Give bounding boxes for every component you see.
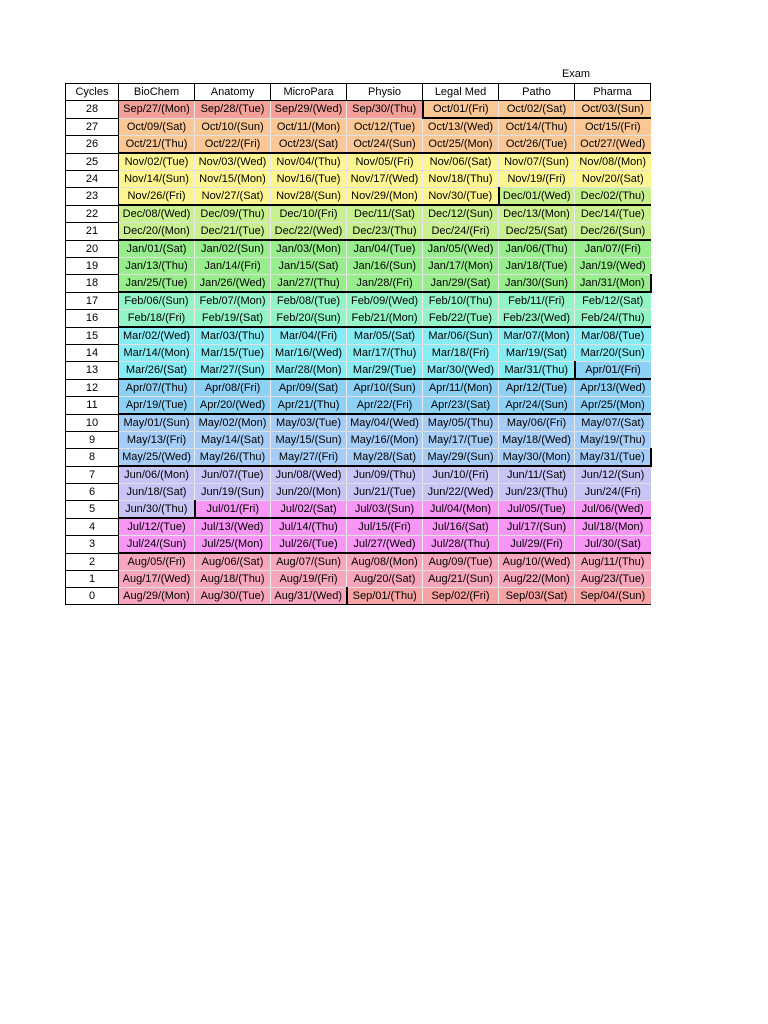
cycle-cell: 6: [66, 484, 119, 501]
date-cell: Nov/27/(Sat): [195, 188, 271, 206]
date-cell: Nov/28/(Sun): [271, 188, 347, 206]
date-cell: Mar/31/(Thu): [499, 362, 575, 380]
date-cell: May/14/(Sat): [195, 432, 271, 449]
date-cell: Nov/16/(Tue): [271, 171, 347, 188]
date-cell: Jun/07/(Tue): [195, 466, 271, 484]
cycle-cell: 13: [66, 362, 119, 380]
date-cell: Nov/03/(Wed): [195, 153, 271, 171]
date-cell: May/16/(Mon): [347, 432, 423, 449]
date-cell: Sep/03/(Sat): [499, 588, 575, 605]
date-cell: Feb/20/(Sun): [271, 310, 347, 328]
date-cell: Jul/12/(Tue): [119, 518, 195, 536]
date-cell: Apr/13/(Wed): [575, 379, 651, 397]
date-cell: Aug/06/(Sat): [195, 553, 271, 571]
date-cell: May/18/(Wed): [499, 432, 575, 449]
date-cell: Dec/21/(Tue): [195, 223, 271, 241]
date-cell: Apr/10/(Sun): [347, 379, 423, 397]
table-row: [66, 153, 651, 171]
date-cell: Apr/19/(Tue): [119, 397, 195, 415]
table-row: [66, 205, 651, 223]
header-physio: Physio: [347, 84, 423, 101]
date-cell: May/02/(Mon): [195, 414, 271, 432]
date-cell: Jun/12/(Sun): [575, 466, 651, 484]
cycle-cell: 0: [66, 588, 119, 605]
date-cell: Dec/01/(Wed): [499, 188, 575, 206]
date-cell: Feb/11/(Fri): [499, 292, 575, 310]
date-cell: Mar/20/(Sun): [575, 345, 651, 362]
date-cell: Feb/10/(Thu): [423, 292, 499, 310]
date-cell: Feb/18/(Fri): [119, 310, 195, 328]
header-pharma: Pharma: [575, 84, 651, 101]
date-cell: Sep/28/(Tue): [195, 101, 271, 119]
date-cell: May/17/(Tue): [423, 432, 499, 449]
date-cell: Aug/05/(Fri): [119, 553, 195, 571]
table-row: [66, 379, 651, 397]
date-cell: Oct/01/(Fri): [423, 101, 499, 119]
date-cell: Oct/10/(Sun): [195, 118, 271, 136]
date-cell: Oct/27/(Wed): [575, 136, 651, 154]
date-cell: May/29/(Sun): [423, 449, 499, 467]
date-cell: Mar/18/(Fri): [423, 345, 499, 362]
date-cell: May/27/(Fri): [271, 449, 347, 467]
date-cell: Oct/25/(Mon): [423, 136, 499, 154]
cycle-cell: 25: [66, 153, 119, 171]
date-cell: Apr/20/(Wed): [195, 397, 271, 415]
date-cell: Mar/06/(Sun): [423, 327, 499, 345]
date-cell: Dec/24/(Fri): [423, 223, 499, 241]
date-cell: Mar/16/(Wed): [271, 345, 347, 362]
date-cell: Aug/22/(Mon): [499, 571, 575, 588]
header-biochem: BioChem: [119, 84, 195, 101]
cycle-cell: 21: [66, 223, 119, 241]
date-cell: Jan/03/(Mon): [271, 240, 347, 258]
date-cell: Feb/09/(Wed): [347, 292, 423, 310]
date-cell: May/15/(Sun): [271, 432, 347, 449]
date-cell: Mar/28/(Mon): [271, 362, 347, 380]
date-cell: Feb/08/(Tue): [271, 292, 347, 310]
date-cell: Dec/08/(Wed): [119, 205, 195, 223]
date-cell: Dec/10/(Fri): [271, 205, 347, 223]
date-cell: Jan/29/(Sat): [423, 275, 499, 293]
header-micropara: MicroPara: [271, 84, 347, 101]
date-cell: Mar/02/(Wed): [119, 327, 195, 345]
header-anatomy: Anatomy: [195, 84, 271, 101]
date-cell: Feb/07/(Mon): [195, 292, 271, 310]
date-cell: Jan/13/(Thu): [119, 258, 195, 275]
date-cell: Aug/20/(Sat): [347, 571, 423, 588]
table-row: [66, 118, 651, 136]
cycle-cell: 16: [66, 310, 119, 328]
date-cell: Jan/02/(Sun): [195, 240, 271, 258]
date-cell: Aug/30/(Tue): [195, 588, 271, 605]
date-cell: Feb/21/(Mon): [347, 310, 423, 328]
date-cell: Jun/18/(Sat): [119, 484, 195, 501]
cycle-cell: 15: [66, 327, 119, 345]
date-cell: Jul/05/(Tue): [499, 501, 575, 519]
date-cell: Jan/26/(Wed): [195, 275, 271, 293]
table-row: [66, 136, 651, 154]
date-cell: Sep/02/(Fri): [423, 588, 499, 605]
date-cell: Mar/29/(Tue): [347, 362, 423, 380]
table-row: [66, 414, 651, 432]
date-cell: Dec/23/(Thu): [347, 223, 423, 241]
date-cell: Dec/22/(Wed): [271, 223, 347, 241]
date-cell: Nov/14/(Sun): [119, 171, 195, 188]
date-cell: Apr/22/(Fri): [347, 397, 423, 415]
table-row: [66, 466, 651, 484]
date-cell: Apr/08/(Fri): [195, 379, 271, 397]
date-cell: Aug/07/(Sun): [271, 553, 347, 571]
cycle-cell: 10: [66, 414, 119, 432]
date-cell: Jun/22/(Wed): [423, 484, 499, 501]
date-cell: Jan/25/(Tue): [119, 275, 195, 293]
schedule-body: [66, 101, 651, 605]
cycle-cell: 18: [66, 275, 119, 293]
date-cell: Oct/24/(Sun): [347, 136, 423, 154]
date-cell: Oct/14/(Thu): [499, 118, 575, 136]
date-cell: Jul/26/(Tue): [271, 536, 347, 554]
table-row: [66, 501, 651, 519]
date-cell: Jan/18/(Tue): [499, 258, 575, 275]
cycle-cell: 23: [66, 188, 119, 206]
date-cell: Oct/02/(Sat): [499, 101, 575, 119]
date-cell: Jul/15/(Fri): [347, 518, 423, 536]
cycle-cell: 14: [66, 345, 119, 362]
date-cell: Jun/11/(Sat): [499, 466, 575, 484]
cycle-cell: 4: [66, 518, 119, 536]
date-cell: Feb/22/(Tue): [423, 310, 499, 328]
date-cell: Apr/09/(Sat): [271, 379, 347, 397]
cycle-cell: 5: [66, 501, 119, 519]
table-row: [66, 327, 651, 345]
date-cell: Oct/09/(Sat): [119, 118, 195, 136]
date-cell: Aug/11/(Thu): [575, 553, 651, 571]
date-cell: Mar/17/(Thu): [347, 345, 423, 362]
date-cell: Jun/08/(Wed): [271, 466, 347, 484]
date-cell: Jul/16/(Sat): [423, 518, 499, 536]
date-cell: May/06/(Fri): [499, 414, 575, 432]
date-cell: Aug/10/(Wed): [499, 553, 575, 571]
date-cell: May/26/(Thu): [195, 449, 271, 467]
date-cell: Mar/04/(Fri): [271, 327, 347, 345]
date-cell: Jun/19/(Sun): [195, 484, 271, 501]
date-cell: Jun/06/(Mon): [119, 466, 195, 484]
table-row: [66, 275, 651, 293]
date-cell: Mar/14/(Mon): [119, 345, 195, 362]
date-cell: Jun/10/(Fri): [423, 466, 499, 484]
date-cell: Feb/19/(Sat): [195, 310, 271, 328]
date-cell: Jan/30/(Sun): [499, 275, 575, 293]
cycle-cell: 9: [66, 432, 119, 449]
date-cell: Oct/11/(Mon): [271, 118, 347, 136]
date-cell: Mar/07/(Mon): [499, 327, 575, 345]
date-cell: Dec/26/(Sun): [575, 223, 651, 241]
cycle-cell: 24: [66, 171, 119, 188]
table-row: [66, 536, 651, 554]
date-cell: Oct/15/(Fri): [575, 118, 651, 136]
date-cell: Nov/04/(Thu): [271, 153, 347, 171]
date-cell: Jun/20/(Mon): [271, 484, 347, 501]
date-cell: Jul/30/(Sat): [575, 536, 651, 554]
date-cell: Dec/02/(Thu): [575, 188, 651, 206]
date-cell: Aug/23/(Tue): [575, 571, 651, 588]
date-cell: Jul/03/(Sun): [347, 501, 423, 519]
date-cell: Jul/25/(Mon): [195, 536, 271, 554]
date-cell: Apr/24/(Sun): [499, 397, 575, 415]
date-cell: May/28/(Sat): [347, 449, 423, 467]
cycle-cell: 19: [66, 258, 119, 275]
date-cell: Jan/19/(Wed): [575, 258, 651, 275]
date-cell: Feb/06/(Sun): [119, 292, 195, 310]
cycle-cell: 22: [66, 205, 119, 223]
exam-label: Exam: [561, 68, 591, 80]
cycle-cell: 17: [66, 292, 119, 310]
date-cell: Jan/01/(Sat): [119, 240, 195, 258]
date-cell: May/19/(Thu): [575, 432, 651, 449]
cycle-cell: 3: [66, 536, 119, 554]
date-cell: Jan/04/(Tue): [347, 240, 423, 258]
cycle-cell: 7: [66, 466, 119, 484]
date-cell: Aug/08/(Mon): [347, 553, 423, 571]
date-cell: Jul/04/(Mon): [423, 501, 499, 519]
date-cell: Jul/27/(Wed): [347, 536, 423, 554]
date-cell: Jan/06/(Thu): [499, 240, 575, 258]
table-row: [66, 571, 651, 588]
date-cell: Jan/15/(Sat): [271, 258, 347, 275]
date-cell: May/31/(Tue): [575, 449, 651, 467]
date-cell: Dec/25/(Sat): [499, 223, 575, 241]
date-cell: Sep/30/(Thu): [347, 101, 423, 119]
date-cell: Jan/31/(Mon): [575, 275, 651, 293]
date-cell: Jan/05/(Wed): [423, 240, 499, 258]
cycle-cell: 28: [66, 101, 119, 119]
table-row: [66, 188, 651, 206]
date-cell: Mar/15/(Tue): [195, 345, 271, 362]
date-cell: Sep/04/(Sun): [575, 588, 651, 605]
cycle-cell: 12: [66, 379, 119, 397]
date-cell: Mar/05/(Sat): [347, 327, 423, 345]
date-cell: Dec/13/(Mon): [499, 205, 575, 223]
table-row: [66, 518, 651, 536]
date-cell: Nov/29/(Mon): [347, 188, 423, 206]
date-cell: Nov/20/(Sat): [575, 171, 651, 188]
date-cell: Jun/21/(Tue): [347, 484, 423, 501]
date-cell: Feb/23/(Wed): [499, 310, 575, 328]
table-row: [66, 588, 651, 605]
table-row: [66, 101, 651, 119]
date-cell: May/30/(Mon): [499, 449, 575, 467]
date-cell: Jan/27/(Thu): [271, 275, 347, 293]
cycle-cell: 8: [66, 449, 119, 467]
date-cell: Mar/30/(Wed): [423, 362, 499, 380]
table-row: [66, 240, 651, 258]
date-cell: Dec/12/(Sun): [423, 205, 499, 223]
table-row: [66, 223, 651, 241]
date-cell: Nov/30/(Tue): [423, 188, 499, 206]
header-legal-med: Legal Med: [423, 84, 499, 101]
date-cell: Oct/03/(Sun): [575, 101, 651, 119]
date-cell: Sep/29/(Wed): [271, 101, 347, 119]
date-cell: May/05/(Thu): [423, 414, 499, 432]
cycle-cell: 2: [66, 553, 119, 571]
date-cell: Mar/08/(Tue): [575, 327, 651, 345]
date-cell: Aug/21/(Sun): [423, 571, 499, 588]
header-cycles: Cycles: [66, 84, 119, 101]
date-cell: Apr/11/(Mon): [423, 379, 499, 397]
date-cell: Nov/26/(Fri): [119, 188, 195, 206]
date-cell: Nov/02/(Tue): [119, 153, 195, 171]
header-patho: Patho: [499, 84, 575, 101]
date-cell: Oct/22/(Fri): [195, 136, 271, 154]
date-cell: Apr/23/(Sat): [423, 397, 499, 415]
date-cell: May/25/(Wed): [119, 449, 195, 467]
cycle-cell: 1: [66, 571, 119, 588]
date-cell: Oct/21/(Thu): [119, 136, 195, 154]
date-cell: Feb/12/(Sat): [575, 292, 651, 310]
date-cell: Mar/27/(Sun): [195, 362, 271, 380]
date-cell: Feb/24/(Thu): [575, 310, 651, 328]
date-cell: Jun/24/(Fri): [575, 484, 651, 501]
date-cell: Apr/12/(Tue): [499, 379, 575, 397]
date-cell: Oct/13/(Wed): [423, 118, 499, 136]
date-cell: Jun/23/(Thu): [499, 484, 575, 501]
date-cell: Jan/28/(Fri): [347, 275, 423, 293]
table-row: [66, 397, 651, 415]
date-cell: May/03/(Tue): [271, 414, 347, 432]
table-row: [66, 345, 651, 362]
date-cell: Oct/26/(Tue): [499, 136, 575, 154]
date-cell: Apr/25/(Mon): [575, 397, 651, 415]
date-cell: Nov/19/(Fri): [499, 171, 575, 188]
date-cell: Jul/13/(Wed): [195, 518, 271, 536]
table-row: [66, 432, 651, 449]
date-cell: Jul/01/(Fri): [195, 501, 271, 519]
date-cell: Jan/16/(Sun): [347, 258, 423, 275]
date-cell: Jun/30/(Thu): [119, 501, 195, 519]
date-cell: Nov/18/(Thu): [423, 171, 499, 188]
cycle-cell: 27: [66, 118, 119, 136]
date-cell: Jul/24/(Sun): [119, 536, 195, 554]
exam-schedule-table: [65, 83, 652, 605]
date-cell: Mar/03/(Thu): [195, 327, 271, 345]
date-cell: May/01/(Sun): [119, 414, 195, 432]
date-cell: Jul/28/(Thu): [423, 536, 499, 554]
date-cell: May/13/(Fri): [119, 432, 195, 449]
cycle-cell: 20: [66, 240, 119, 258]
date-cell: Oct/23/(Sat): [271, 136, 347, 154]
date-cell: Dec/09/(Thu): [195, 205, 271, 223]
date-cell: Jul/02/(Sat): [271, 501, 347, 519]
date-cell: Apr/07/(Thu): [119, 379, 195, 397]
date-cell: Dec/14/(Tue): [575, 205, 651, 223]
table-row: [66, 484, 651, 501]
date-cell: Mar/26/(Sat): [119, 362, 195, 380]
date-cell: Sep/01/(Thu): [347, 588, 423, 605]
date-cell: Nov/06/(Sat): [423, 153, 499, 171]
date-cell: Nov/08/(Mon): [575, 153, 651, 171]
date-cell: Apr/21/(Thu): [271, 397, 347, 415]
date-cell: Nov/17/(Wed): [347, 171, 423, 188]
date-cell: Jul/18/(Mon): [575, 518, 651, 536]
date-cell: Jul/06/(Wed): [575, 501, 651, 519]
date-cell: Aug/18/(Thu): [195, 571, 271, 588]
date-cell: Mar/19/(Sat): [499, 345, 575, 362]
date-cell: May/04/(Wed): [347, 414, 423, 432]
date-cell: Sep/27/(Mon): [119, 101, 195, 119]
table-row: [66, 258, 651, 275]
date-cell: Aug/19/(Fri): [271, 571, 347, 588]
table-row: [66, 171, 651, 188]
date-cell: Jan/14/(Fri): [195, 258, 271, 275]
cycle-cell: 11: [66, 397, 119, 415]
date-cell: Jan/07/(Fri): [575, 240, 651, 258]
date-cell: Nov/05/(Fri): [347, 153, 423, 171]
date-cell: Jul/14/(Thu): [271, 518, 347, 536]
table-row: [66, 449, 651, 467]
date-cell: Aug/09/(Tue): [423, 553, 499, 571]
date-cell: Nov/07/(Sun): [499, 153, 575, 171]
table-row: [66, 553, 651, 571]
date-cell: Apr/01/(Fri): [575, 362, 651, 380]
table-row: [66, 292, 651, 310]
header-row: [66, 84, 651, 101]
date-cell: Dec/20/(Mon): [119, 223, 195, 241]
table-row: [66, 310, 651, 328]
table-row: [66, 362, 651, 380]
cycle-cell: 26: [66, 136, 119, 154]
date-cell: Aug/29/(Mon): [119, 588, 195, 605]
date-cell: Jan/17/(Mon): [423, 258, 499, 275]
date-cell: Dec/11/(Sat): [347, 205, 423, 223]
date-cell: Jul/17/(Sun): [499, 518, 575, 536]
date-cell: Aug/17/(Wed): [119, 571, 195, 588]
date-cell: Aug/31/(Wed): [271, 588, 347, 605]
date-cell: May/07/(Sat): [575, 414, 651, 432]
date-cell: Jun/09/(Thu): [347, 466, 423, 484]
date-cell: Jul/29/(Fri): [499, 536, 575, 554]
date-cell: Oct/12/(Tue): [347, 118, 423, 136]
date-cell: Nov/15/(Mon): [195, 171, 271, 188]
